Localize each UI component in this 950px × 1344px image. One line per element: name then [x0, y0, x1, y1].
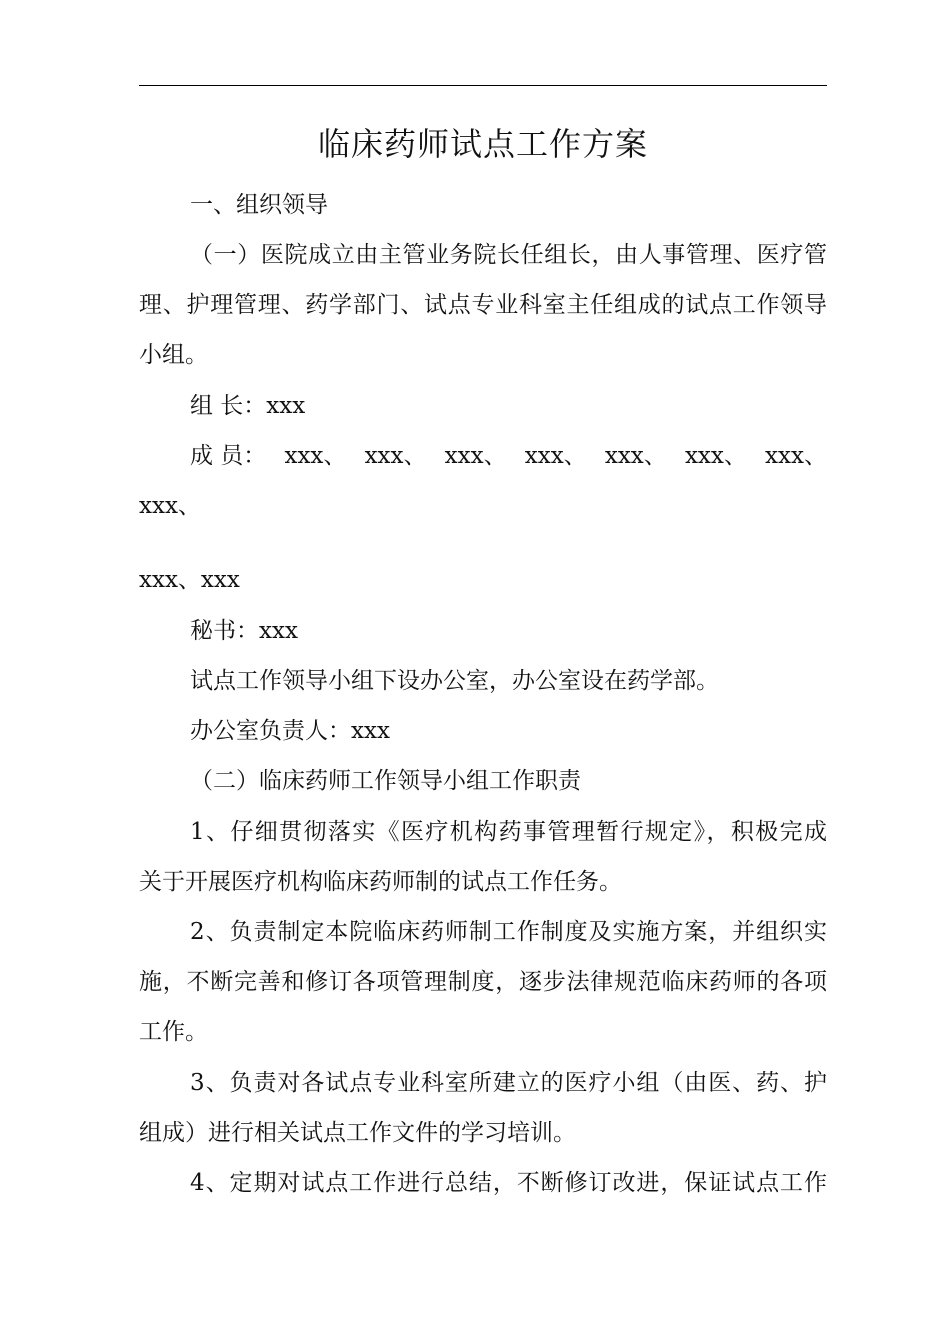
para1-line3: 小组。	[139, 342, 208, 368]
member-name: xxx、	[765, 443, 827, 469]
duty3-line2: 组成）进行相关试点工作文件的学习培训。	[139, 1120, 576, 1146]
members-line	[190, 439, 827, 473]
member-name: xxx、	[444, 443, 507, 469]
header-rule	[139, 85, 827, 86]
member-name: xxx、	[524, 443, 587, 469]
member-name: xxx、	[684, 443, 747, 469]
secretary-line: 秘书：xxx	[190, 618, 298, 644]
office-line: 试点工作领导小组下设办公室，办公室设在药学部。	[190, 668, 719, 694]
members-wrap-line: xxx、	[139, 493, 201, 519]
duty3-line1: 3、负责对各试点专业科室所建立的医疗小组（由医、药、护	[190, 1070, 827, 1096]
para1-line2: 理、护理管理、药学部门、试点专业科室主任组成的试点工作领导	[139, 292, 827, 318]
member-name: xxx、	[284, 443, 347, 469]
duty2-line2: 施，不断完善和修订各项管理制度，逐步法律规范临床药师的各项	[139, 969, 827, 995]
members-tail-line: xxx、xxx	[139, 567, 240, 593]
duty1-line1: 1、仔细贯彻落实《医疗机构药事管理暂行规定》，积极完成	[190, 819, 827, 845]
section1-heading: 一、组织领导	[190, 192, 328, 218]
duty2-line1: 2、负责制定本院临床药师制工作制度及实施方案，并组织实	[190, 919, 827, 945]
leader-line: 组 长：xxx	[190, 393, 306, 419]
para1-line1: （一）医院成立由主管业务院长任组长，由人事管理、医疗管	[190, 242, 827, 268]
duty4-line1: 4、定期对试点工作进行总结，不断修订改进，保证试点工作	[190, 1170, 827, 1196]
duty2-line3: 工作。	[139, 1019, 208, 1045]
document-title: 临床药师试点工作方案	[317, 125, 648, 163]
member-name: xxx、	[364, 443, 427, 469]
subsection2-heading: （二）临床药师工作领导小组工作职责	[190, 768, 581, 794]
office-head-line: 办公室负责人：xxx	[190, 718, 390, 744]
duty1-line2: 关于开展医疗机构临床药师制的试点工作任务。	[139, 869, 622, 895]
member-name: xxx、	[604, 443, 667, 469]
members-label: 成 员：	[190, 443, 267, 469]
